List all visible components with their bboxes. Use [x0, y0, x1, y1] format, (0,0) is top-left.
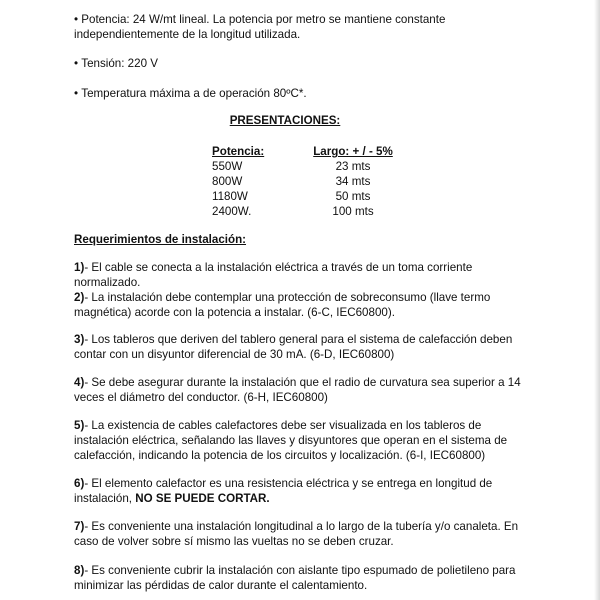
potencia-cell: 1180W	[212, 190, 248, 203]
item-number: 5)	[74, 419, 85, 432]
no-cortar-warning: NO SE PUEDE CORTAR.	[135, 492, 270, 505]
item-text: - La instalación debe contemplar una protección de sobreconsumo (llave termo magnética) acorde con la potencia a instalar. (6-C, IEC60800).	[74, 291, 491, 319]
presentaciones-heading: PRESENTACIONES:	[229, 114, 341, 127]
item-text: - La existencia de cables calefactores debe ser visualizada en los tableros de instalación eléctrica, señalando las llaves y disyuntores que operan en el sistema de calefacción, indicando la potencia de los circuitos y localización. (6-I, IEC60800)	[74, 419, 508, 462]
bullet-tension: • Tensión: 220 V	[74, 56, 534, 71]
largo-cell: 23 mts	[335, 160, 371, 173]
potencia-header: Potencia:	[212, 145, 265, 158]
potencia-cell: 550W	[212, 160, 243, 173]
requerimientos-heading: Requerimientos de instalación:	[74, 233, 247, 246]
bullet-potencia: • Potencia: 24 W/mt lineal. La potencia por metro se mantiene constante independientemente de la longitud utilizada.	[74, 12, 534, 42]
requirement-item-8	[74, 563, 534, 593]
item-number: 1)	[74, 261, 85, 274]
table-header-row	[212, 144, 412, 159]
table-row	[212, 189, 412, 204]
item-number: 7)	[74, 520, 85, 533]
item-text: - El elemento calefactor es una resistencia eléctrica y se entrega en longitud de instalación,	[74, 477, 493, 505]
table-row	[212, 174, 412, 189]
requirement-item-2	[74, 290, 534, 320]
potencia-cell: 2400W.	[212, 205, 252, 218]
bullet-temperatura: • Temperatura máxima a de operación 80ºC*.	[74, 86, 534, 101]
potencia-cell: 800W	[212, 175, 243, 188]
table-row	[212, 159, 412, 174]
largo-cell: 34 mts	[335, 175, 371, 188]
largo-header: Largo: + / - 5%	[313, 145, 393, 158]
item-text: - Los tableros que deriven del tablero general para el sistema de calefacción deben contar con un disyuntor diferencial de 30 mA. (6-D, IEC60800)	[74, 333, 513, 361]
item-text: - Es conveniente una instalación longitudinal a lo largo de la tubería y/o canaleta. En caso de volver sobre sí mismo las vueltas no se deben cruzar.	[74, 520, 519, 548]
presentaciones-table	[212, 144, 412, 219]
page-edge-shadow	[594, 0, 600, 600]
item-number: 8)	[74, 564, 85, 577]
item-number: 2)	[74, 291, 85, 304]
item-number: 3)	[74, 333, 85, 346]
item-text: - El cable se conecta a la instalación eléctrica a través de un toma corriente normalizado.	[74, 261, 473, 289]
requirement-item-3	[74, 332, 534, 362]
largo-cell: 100 mts	[332, 205, 374, 218]
requirement-item-7	[74, 519, 534, 549]
table-row	[212, 204, 412, 219]
item-text: - Se debe asegurar durante la instalación que el radio de curvatura sea superior a 14 veces el diámetro del conductor. (6-H, IEC60800)	[74, 376, 521, 404]
requirement-item-1	[74, 260, 534, 290]
item-number: 4)	[74, 376, 85, 389]
requirement-item-4	[74, 375, 534, 405]
requirement-item-6	[74, 476, 534, 506]
largo-cell: 50 mts	[335, 190, 371, 203]
item-text: - Es conveniente cubrir la instalación con aislante tipo espumado de polietileno para minimizar las pérdidas de calor durante el calentamiento.	[74, 564, 516, 592]
requirement-item-5	[74, 418, 534, 463]
item-number: 6)	[74, 477, 85, 490]
